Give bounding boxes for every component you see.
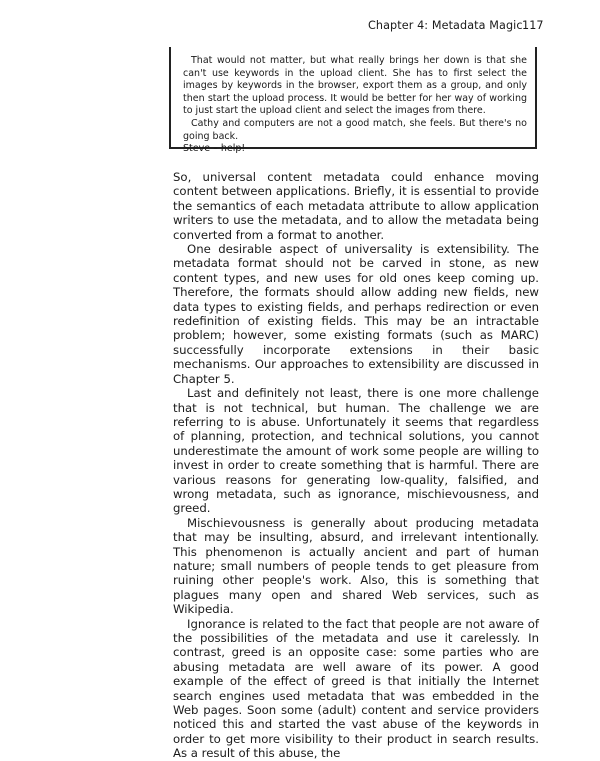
chapter-title: Chapter 4: Metadata Magic bbox=[368, 19, 523, 32]
body-paragraph: Last and definitely not least, there is one more challenge that is not technical, but human. The challenge we are referring to is abuse. Unfortunately it seems that regardless of planning, protection, and technical solutions, you cannot underestimate the amount of work some people are willing to invest in order to create something that is harmful. There are various reasons for generating low-quality, falsified, and wrong metadata, such as ignorance, mischievousness, and greed. bbox=[173, 386, 539, 516]
running-header bbox=[0, 19, 600, 35]
body-paragraph: One desirable aspect of universality is extensibility. The metadata format should not be carved in stone, as new content types, and new uses for old ones keep coming up. Therefore, the formats should allow adding new fields, new data types to existing fields, and perhaps redirection or even redefinition of existing fields. This may be an intractable problem; however, some existing formats (such as MARC) successfully incorporate extensions in their basic mechanisms. Our approaches to extensibility are discussed in Chapter 5. bbox=[173, 242, 539, 386]
sidebar-signature: Steve – help! bbox=[183, 143, 246, 155]
body-paragraph: So, universal content metadata could enhance moving content between applications. Briefly, it is essential to provide the semantics of each metadata attribute to allow application writers to use the metadata, and to allow the metadata being converted from a format to another. bbox=[173, 170, 539, 242]
sidebar-paragraph: That would not matter, but what really brings her down is that she can't use keywords in the upload client. She has to first select the images by keywords in the browser, export them as a group, and only then start the upload process. It would be better for her way of working to just start the upload client and select the images from there. bbox=[183, 55, 527, 117]
body-paragraph: Mischievousness is generally about producing metadata that may be insulting, absurd, and irrelevant intentionally. This phenomenon is actually ancient and part of human nature; small numbers of people tends to get pleasure from ruining other people's work. Also, this is something that plagues many open and shared Web services, such as Wikipedia. bbox=[173, 515, 539, 617]
body-text bbox=[173, 170, 539, 761]
page-number: 117 bbox=[522, 19, 544, 32]
sidebar-paragraph: Cathy and computers are not a good match, she feels. But there's no going back. bbox=[183, 117, 527, 142]
sidebar-box bbox=[169, 47, 537, 155]
body-paragraph: Ignorance is related to the fact that people are not aware of the possibilities of the metadata and use it carelessly. In contrast, greed is an opposite case: some parties who are abusing metadata are well aware of its power. A good example of the effect of greed is that initially the Internet search engines used metadata that was embedded in the Web pages. Soon some (adult) content and service providers noticed this and started the vast abuse of the keywords in order to get more visibility to their product in search results. As a result of this abuse, the bbox=[173, 616, 539, 761]
